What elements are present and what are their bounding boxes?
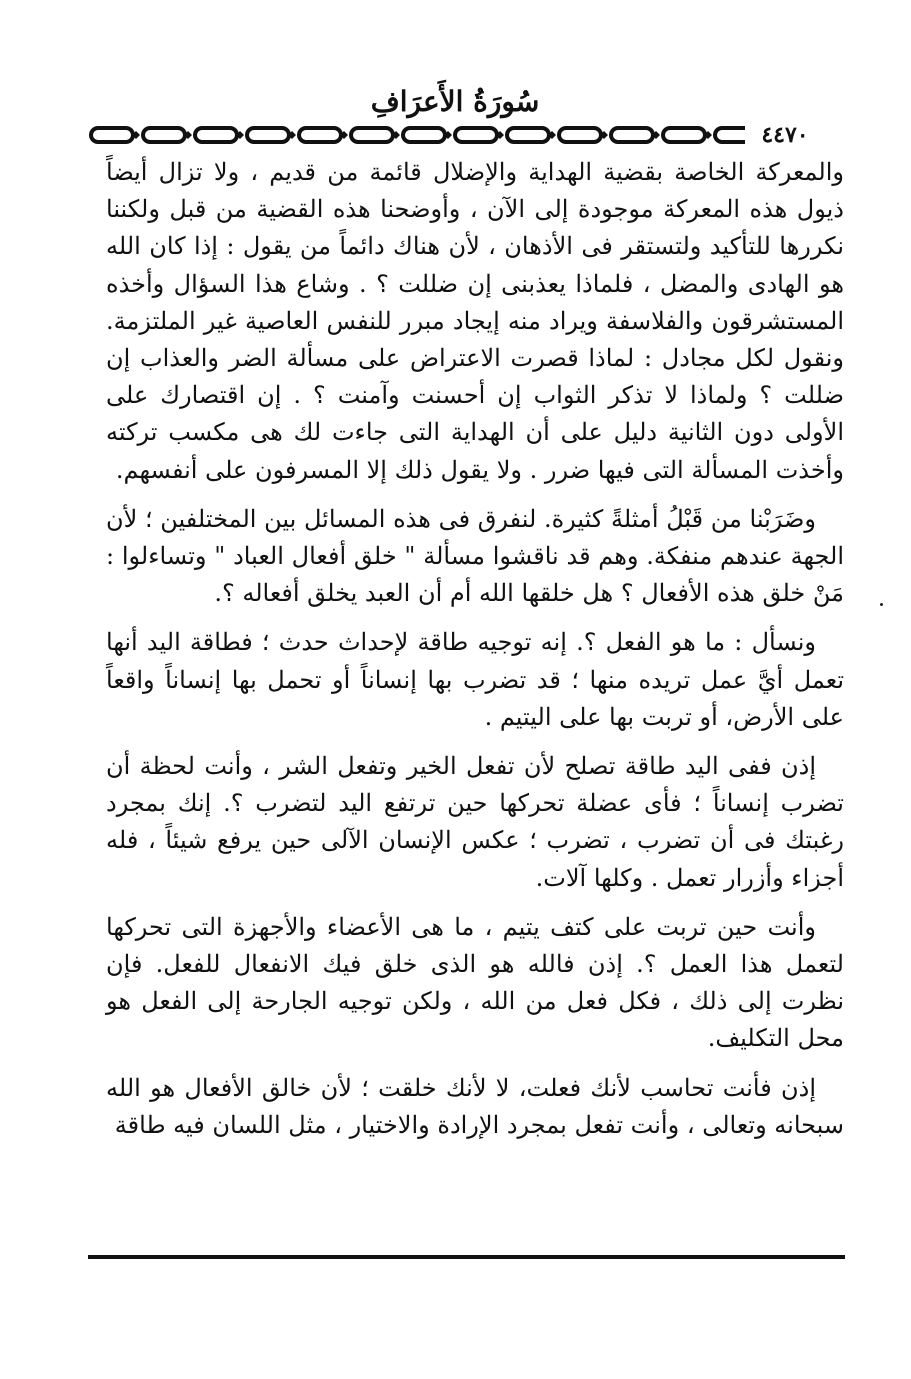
chain-link — [91, 128, 133, 142]
surah-title: سُورَةُ الأَعرَافِ — [370, 85, 540, 118]
paragraph: وأنت حين تربت على كتف يتيم ، ما هى الأعضاء والأجهزة التى تحركها لتعمل هذا العمل ؟. إذن فالله هو الذى خلق فيك الانفعال للفعل. فإن نظرت إلى ذلك ، فكل فعل من الله ، ولكن توجيه الجارحة إلى الفعل هو محل التكليف. — [106, 912, 844, 1053]
chain-link — [559, 128, 601, 142]
chain-link — [455, 128, 497, 142]
chain-link — [299, 128, 341, 142]
chain-link — [403, 128, 445, 142]
chain-link — [507, 128, 549, 142]
chain-link — [611, 128, 653, 142]
chain-link — [195, 128, 237, 142]
chain-link — [143, 128, 185, 142]
chain-link — [351, 128, 393, 142]
margin-speck — [880, 603, 883, 606]
paragraph: إذن ففى اليد طاقة تصلح لأن تفعل الخير وتفعل الشر ، وأنت لحظة أن تضرب إنساناً ؛ فأى عضلة تحركها حين ترتفع اليد لتضرب ؟. إنك بمجرد رغبتك فى أن تضرب ، تضرب ؛ عكس الإنسان الآلى حين يرفع شيئاً ، فله أجزاء وأزرار تعمل . وكلها آلات. — [106, 752, 844, 892]
paragraph: والمعركة الخاصة بقضية الهداية والإضلال قائمة من قديم ، ولا تزال أيضاً ذيول هذه المعركة موجودة إلى الآن ، وأوضحنا هذه القضية من قبل ولكننا نكررها للتأكيد ولتستقر فى الأذهان ، لأن هناك دائماً من يقول : إذا كان الله هو الهادى والمضل ، فلماذا يعذبنى إن ضللت ؟ . وشاع هذا السؤال وأخذه المستشرقون والفلاسفة ويراد منه إيجاد مبرر للنفس العاصية غير الملتزمة. ونقول لكل مجادل : لماذا قصرت الاعتراض على مسألة الضر والعذاب إن ضللت ؟ ولماذا لا تذكر الثواب إن أحسنت وآمنت ؟ . إن اقتصارك على الأولى دون الثانية دليل على أن الهداية التى جاءت لك هى مكسب تركته وأخذت المسألة التى فيها ضرر . ولا يقول ذلك إلا المسرفون على أنفسهم. — [106, 158, 845, 484]
chain-ornament — [87, 121, 857, 149]
paragraph: ونسأل : ما هو الفعل ؟. إنه توجيه طاقة لإحداث حدث ؛ فطاقة اليد أنها تعمل أيَّ عمل تريده منها ؛ قد تضرب بها إنساناً أو تحمل بها إنساناً واقعاً على الأرض، أو تربت بها على اليتيم . — [106, 628, 844, 731]
paragraph: وضَرَبْنا من قَبْلُ أمثلةً كثيرة. لنفرق فى هذه المسائل بين المختلفين ؛ لأن الجهة عندهم منفكة. وهم قد ناقشوا مسألة " خلق أفعال العباد " وتساءلوا : مَنْ خلق هذه الأفعال ؟ هل خلقها الله أم أن العبد يخلق أفعاله ؟. — [106, 504, 844, 608]
chain-link — [663, 128, 705, 142]
chain-link — [247, 128, 289, 142]
paragraph: إذن فأنت تحاسب لأنك فعلت، لا لأنك خلقت ؛ لأن خالق الأفعال هو الله سبحانه وتعالى ، وأنت تفعل بمجرد الإرادة والاختيار ، مثل اللسان فيه طاقة — [106, 1073, 844, 1139]
page-number: ٤٤٧٠ — [745, 121, 825, 149]
header-ornament-border — [87, 121, 857, 149]
footer-rule — [88, 1255, 845, 1259]
page-body — [106, 154, 844, 1156]
